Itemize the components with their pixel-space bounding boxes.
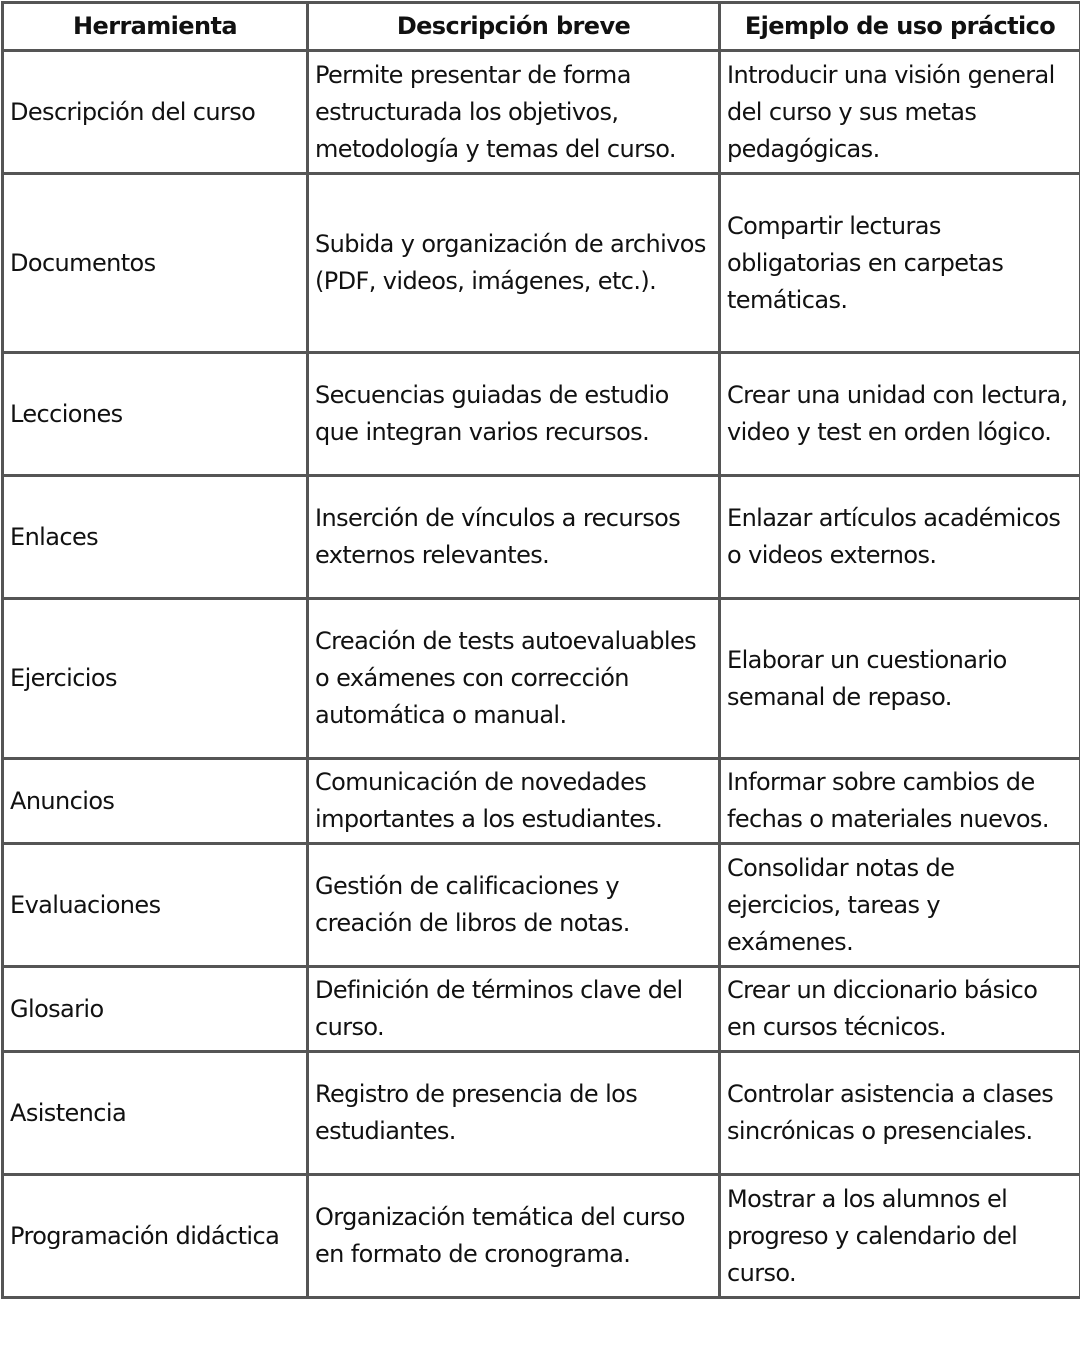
cell-description: Subida y organización de archivos (PDF, videos, imágenes, etc.). bbox=[308, 174, 720, 353]
cell-tool: Documentos bbox=[3, 174, 308, 353]
cell-example: Mostrar a los alumnos el progreso y calendario del curso. bbox=[720, 1175, 1080, 1298]
header-herramienta: Herramienta bbox=[3, 3, 308, 51]
table-header-row bbox=[3, 3, 1080, 51]
table-row bbox=[3, 967, 1080, 1052]
table-row bbox=[3, 174, 1080, 353]
cell-example: Compartir lecturas obligatorias en carpetas temáticas. bbox=[720, 174, 1080, 353]
table-row bbox=[3, 599, 1080, 759]
header-ejemplo: Ejemplo de uso práctico bbox=[720, 3, 1080, 51]
table-row bbox=[3, 844, 1080, 967]
cell-example: Elaborar un cuestionario semanal de repaso. bbox=[720, 599, 1080, 759]
cell-description: Permite presentar de forma estructurada los objetivos, metodología y temas del curso. bbox=[308, 51, 720, 174]
cell-description: Comunicación de novedades importantes a los estudiantes. bbox=[308, 759, 720, 844]
cell-example: Crear un diccionario básico en cursos técnicos. bbox=[720, 967, 1080, 1052]
cell-description: Inserción de vínculos a recursos externos relevantes. bbox=[308, 476, 720, 599]
header-descripcion: Descripción breve bbox=[308, 3, 720, 51]
cell-example: Introducir una visión general del curso y sus metas pedagógicas. bbox=[720, 51, 1080, 174]
cell-tool: Descripción del curso bbox=[3, 51, 308, 174]
cell-example: Enlazar artículos académicos o videos externos. bbox=[720, 476, 1080, 599]
table-row bbox=[3, 1175, 1080, 1298]
cell-tool: Ejercicios bbox=[3, 599, 308, 759]
table-row bbox=[3, 353, 1080, 476]
cell-description: Gestión de calificaciones y creación de libros de notas. bbox=[308, 844, 720, 967]
table-row bbox=[3, 476, 1080, 599]
cell-example: Consolidar notas de ejercicios, tareas y exámenes. bbox=[720, 844, 1080, 967]
cell-example: Controlar asistencia a clases sincrónicas o presenciales. bbox=[720, 1052, 1080, 1175]
tools-table bbox=[1, 1, 1080, 1299]
cell-description: Organización temática del curso en formato de cronograma. bbox=[308, 1175, 720, 1298]
cell-tool: Glosario bbox=[3, 967, 308, 1052]
cell-description: Creación de tests autoevaluables o exámenes con corrección automática o manual. bbox=[308, 599, 720, 759]
cell-tool: Anuncios bbox=[3, 759, 308, 844]
cell-example: Informar sobre cambios de fechas o materiales nuevos. bbox=[720, 759, 1080, 844]
table-row bbox=[3, 1052, 1080, 1175]
cell-tool: Evaluaciones bbox=[3, 844, 308, 967]
cell-description: Secuencias guiadas de estudio que integran varios recursos. bbox=[308, 353, 720, 476]
cell-tool: Programación didáctica bbox=[3, 1175, 308, 1298]
cell-example: Crear una unidad con lectura, video y test en orden lógico. bbox=[720, 353, 1080, 476]
cell-description: Registro de presencia de los estudiantes. bbox=[308, 1052, 720, 1175]
cell-tool: Lecciones bbox=[3, 353, 308, 476]
cell-description: Definición de términos clave del curso. bbox=[308, 967, 720, 1052]
cell-tool: Enlaces bbox=[3, 476, 308, 599]
cell-tool: Asistencia bbox=[3, 1052, 308, 1175]
table-row bbox=[3, 759, 1080, 844]
table-row bbox=[3, 51, 1080, 174]
